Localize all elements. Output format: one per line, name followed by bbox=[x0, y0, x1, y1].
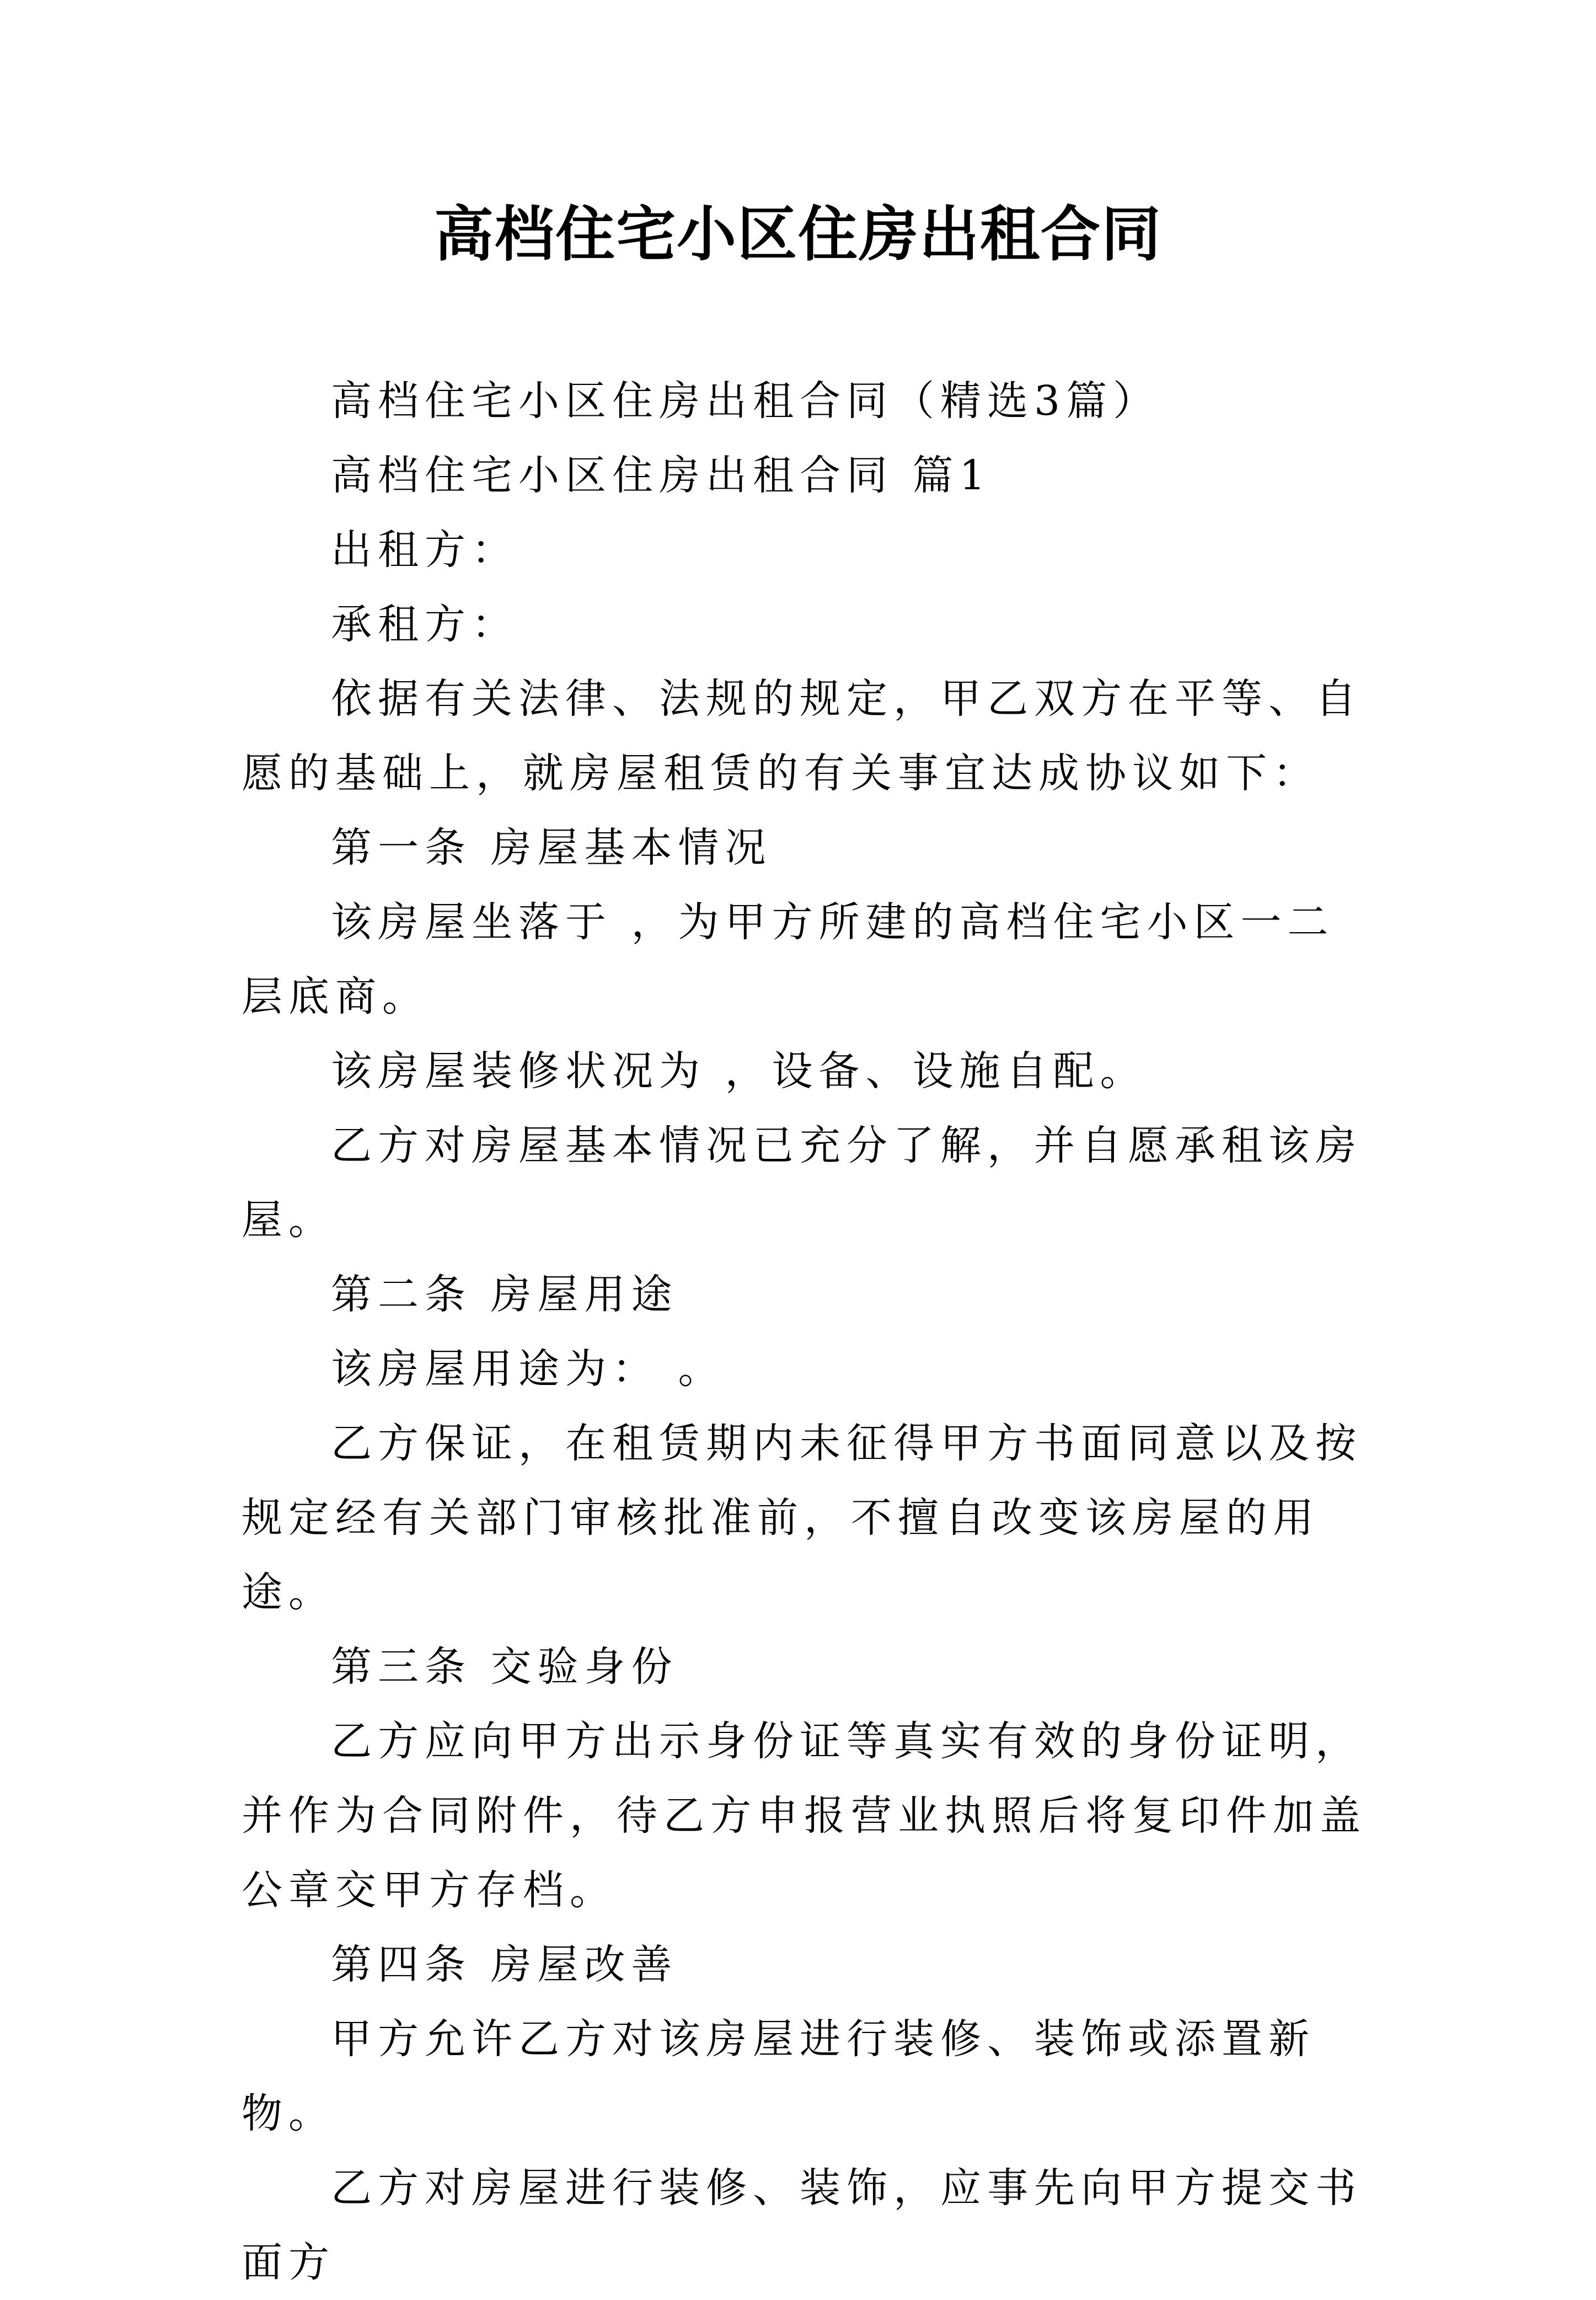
document-body bbox=[242, 364, 1367, 2300]
paragraph-improvement-permit: 甲方允许乙方对该房屋进行装修、装饰或添置新物。 bbox=[242, 2015, 1315, 2137]
article-3-heading: 第三条 交验身份 bbox=[331, 1643, 678, 1691]
paragraph-preamble: 依据有关法律、法规的规定，甲乙双方在平等、自愿的基础上，就房屋租赁的有关事宜达成协议如下： bbox=[242, 675, 1362, 797]
article-2-heading: 第二条 房屋用途 bbox=[331, 1271, 678, 1318]
article-1-heading: 第一条 房屋基本情况 bbox=[331, 824, 772, 871]
paragraph-subtitle: 高档住宅小区住房出租合同（精选3篇） bbox=[331, 377, 1160, 425]
paragraph-lessor: 出租方： bbox=[331, 526, 518, 574]
paragraph-location: 该房屋坐落于 ，为甲方所建的高档住宅小区一二层底商。 bbox=[242, 898, 1335, 1020]
article-4-heading: 第四条 房屋改善 bbox=[331, 1941, 678, 1988]
paragraph-usage: 该房屋用途为： 。 bbox=[331, 1345, 725, 1393]
paragraph-identity: 乙方应向甲方出示身份证等真实有效的身份证明，并作为合同附件，待乙方申报营业执照后将复印件加盖公章交甲方存档。 bbox=[242, 1718, 1367, 1914]
paragraph-improvement-plan: 乙方对房屋进行装修、装饰，应事先向甲方提交书面方 bbox=[242, 2164, 1362, 2286]
paragraph-lessee: 承租方： bbox=[331, 601, 518, 648]
document-title: 高档住宅小区住房出租合同 bbox=[433, 200, 1162, 269]
paragraph-decoration: 该房屋装修状况为 ，设备、设施自配。 bbox=[331, 1047, 1147, 1095]
paragraph-part-heading: 高档住宅小区住房出租合同 篇1 bbox=[331, 452, 992, 499]
paragraph-understanding: 乙方对房屋基本情况已充分了解，并自愿承租该房屋。 bbox=[242, 1122, 1362, 1244]
paragraph-usage-guarantee: 乙方保证，在租赁期内未征得甲方书面同意以及按规定经有关部门审核批准前，不擅自改变该房屋的用途。 bbox=[242, 1420, 1362, 1616]
